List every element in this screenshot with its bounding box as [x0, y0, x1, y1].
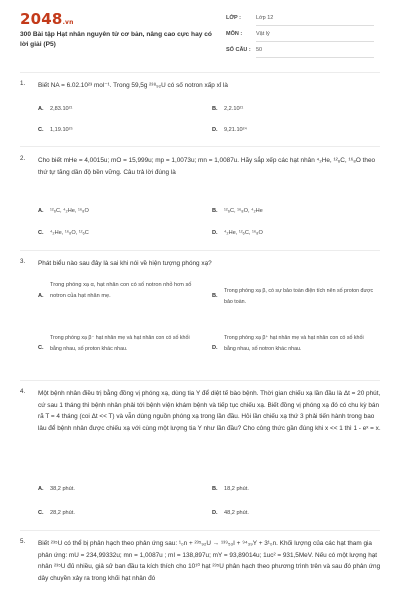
meta-grade [226, 15, 376, 27]
doc-title: 300 Bài tập Hạt nhân nguyên tử cơ bản, nâng cao cực hay có lời giải (P5) [20, 31, 212, 48]
meta-grade-value: Lớp 12 [256, 15, 274, 21]
question-text: Phát biểu nào sau đây là sai khi nói về hiện tượng phóng xạ? [38, 260, 212, 267]
question-number: 1. [20, 80, 26, 87]
question-text: Cho biết mHe = 4,0015u; mO = 15,999u; mp = 1,0073u; mn = 1,0087u. Hãy sắp xếp các hạt nhân ⁴₂He, ¹²₆C, ¹⁶₈O theo thứ tự tăng dần độ bền vững. Câu trả lời đúng là [38, 157, 376, 176]
meta-divider [256, 25, 374, 26]
divider [20, 72, 380, 73]
question-text: Biết NA = 6.02.10²³ mol⁻¹. Trong 59,5g ²³⁸₉₂U có số notron xấp xỉ là [38, 82, 228, 89]
divider [20, 250, 380, 251]
meta-grade-label: LỚP : [226, 15, 241, 21]
question-text: Một bệnh nhân điều trị bằng đồng vị phóng xạ, dùng tia Y để diệt tế bào bệnh. Thời gian chiếu xạ lần đầu là Δt = 20 phút, cứ sau 1 tháng thì bệnh nhân phải tới bệnh viện khám bệnh và tiếp tục chiếu xạ. Biết đồng vị phóng xạ đó có chu kỳ bán rã T = 4 tháng (coi Δt << T) và vẫn dùng nguồn phóng xạ trong lần đầu. Hỏi lần chiếu xạ thứ 3 phải tiến hành trong bao lâu để bệnh nhân được chiếu xạ với cùng một lượng tia Y như lần đầu? Cho công thức gần đúng khi x << 1 thì 1 - eˣ = x. [38, 390, 381, 432]
meta-count-value: 50 [256, 47, 263, 53]
question-text: Biết ²³⁵U có thể bị phân hạch theo phản ứng sau: ¹₀n + ²³⁵₉₂U → ¹³⁹₅₃I + ⁹⁴₃₉Y + 3¹₀n. Khối lượng của các hạt tham gia phản ứng: mU = 234,99332u; mn = 1,0087u ; mI = 138,897u; mY = 93,89014u; 1uc² = 931,5MeV. Nếu có một lượng hạt nhân ²³⁵U đủ nhiều, giả sử ban đầu ta kích thích cho 10¹⁰ hạt ²³⁵U phân hạch theo phương trình trên và sau đó phản ứng dây chuyền xảy ra trong khối hạt nhân đó [38, 540, 381, 582]
meta-subject-label: MÔN : [226, 31, 243, 37]
question-number: 3. [20, 258, 26, 265]
question-number: 4. [20, 388, 26, 395]
site-logo[interactable]: 2048.vn [20, 10, 74, 28]
meta-count [226, 47, 376, 59]
question-number: 5. [20, 538, 26, 545]
meta-divider [256, 57, 374, 58]
divider [20, 530, 380, 531]
meta-subject [226, 31, 376, 43]
meta-subject-value: Vật lý [256, 31, 270, 37]
divider [20, 380, 380, 381]
question-number: 2. [20, 155, 26, 162]
meta-divider [256, 41, 374, 42]
divider [20, 146, 380, 147]
quiz-page: 2048.vn 300 Bài tập Hạt nhân nguyên tử cơ bản, nâng cao cực hay có lời giải (P5) LỚP : Lớp 12 MÔN : Vật lý SỐ CÂU : 50 1. Biết NA = 6.02.10²³ mol⁻¹. Trong 59,5g ²³⁸₉₂U có số notron xấp xỉ là A. 2,83.10²¹ B. 2,2.10²¹ C. 1,19.10²⁵ D. 9,21.10²⁴ 2. Cho biết mHe = 4,0015u; mO = 15,999u; mp = 1,0073u; mn = 1,0087u. Hãy sắp xếp các hạt nhân ⁴₂He, ¹²₆C, ¹⁶₈O theo thứ tự tăng dần độ bền vững. Câu trả lời đúng là A. ¹²₆C, ⁴₂He, ¹⁶₈O B. ¹²₆C, ¹⁶₈O, ⁴₂He C. ⁴₂He, ¹⁶₈O, ¹²₆C D. ⁴₂He, ¹²₆C, ¹⁶₈O 3. Phát biểu nào sau đây là sai khi nói về hiện tượng phóng xạ? A. Trong phóng xạ α, hạt nhân con có số notron nhỏ hơn số notron của hạt nhân mẹ. B. Trong phóng xạ β, có sự bảo toàn điện tích nên số proton được bảo toàn. C. Trong phóng xạ β⁻ hạt nhân mẹ và hạt nhân con có số khối bằng nhau, số proton khác nhau. D. Trong phóng xạ β⁺ hạt nhân mẹ và hạt nhân con có số khối bằng nhau, số notron khác nhau. 4. Một bệnh nhân điều trị bằng đồng vị phóng xạ, dùng tia Y để diệt tế bào bệnh. Thời gian chiếu xạ lần đầu là Δt = 20 phút, cứ sau 1 tháng thì bệnh nhân phải tới bệnh viện khám bệnh và tiếp tục chiếu xạ. Biết đồng vị phóng xạ đó có chu kỳ bán rã T = 4 tháng (coi Δt << T) và vẫn dùng nguồn phóng xạ trong lần đầu. Hỏi lần chiếu xạ thứ 3 phải tiến hành trong bao lâu để bệnh nhân được chiếu xạ với cùng một lượng tia Y như lần đầu? Cho công thức gần đúng khi x << 1 thì 1 - eˣ = x. A. 38,2 phút. B. 18,2 phút. C. 28,2 phút. D. 48,2 phút. 5. Biết ²³⁵U có thể bị phân hạch theo phản ứng sau: ¹₀n + ²³⁵₉₂U → ¹³⁹₅₃I + ⁹⁴₃₉Y + 3¹₀n. Khối lượng của các hạt tham gia phản ứng: mU = 234,99332u; mn = 1,0087u ; mI = 138,897u; mY = 93,89014u; 1uc² = 931,5MeV. Nếu có một lượng hạt nhân ²³⁵U đủ nhiều, giả sử ban đầu ta kích thích cho 10¹⁰ hạt ²³⁵U phân hạch theo phương trình trên và sau đó phản ứng dây chuyền xảy ra trong khối hạt nhân đó [0, 0, 400, 600]
meta-count-label: SỐ CÂU : [226, 47, 251, 53]
